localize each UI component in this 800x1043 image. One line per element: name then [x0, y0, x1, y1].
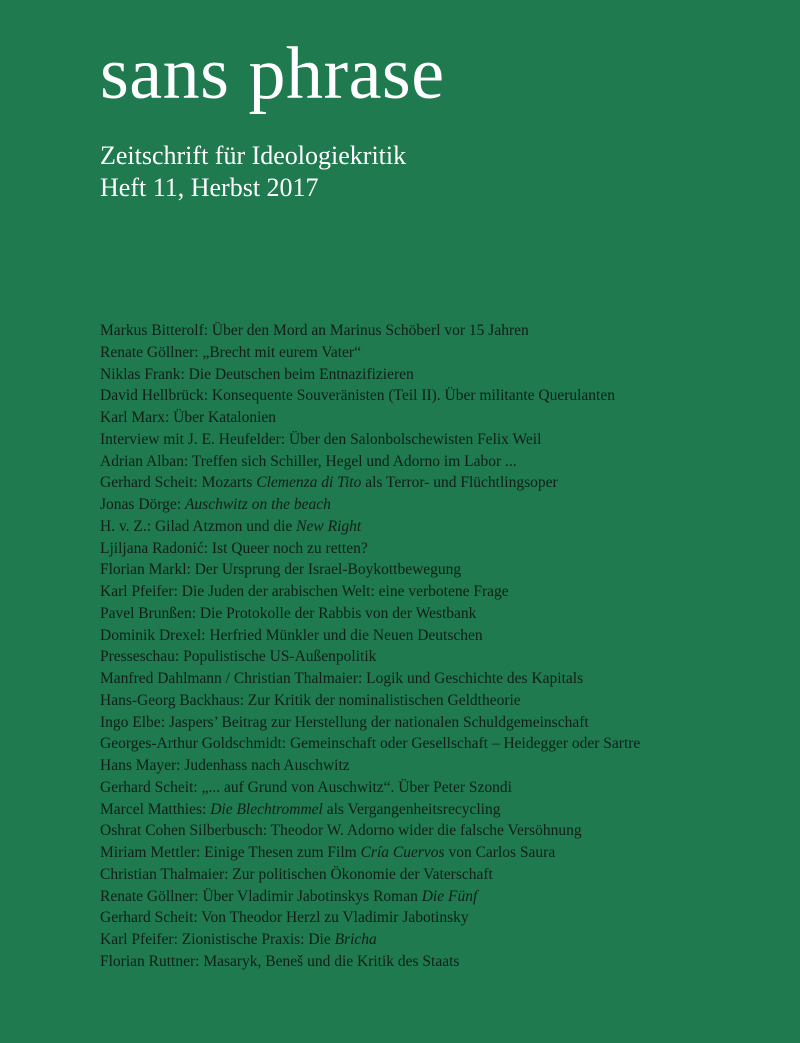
toc-entry: [100, 864, 790, 886]
toc-entry-italic-title: New Right: [296, 517, 362, 535]
toc-entry-text: Florian Ruttner: Masaryk, Beneš und die Kritik des Staats: [100, 952, 460, 970]
toc-entry: [100, 407, 790, 429]
toc-entry: [100, 712, 790, 734]
toc-entry-text: Miriam Mettler: Einige Thesen zum Film: [100, 844, 361, 861]
toc-entry-text: Oshrat Cohen Silberbusch: Theodor W. Adorno wider die falsche Versöhnung: [100, 822, 582, 840]
toc-entry: [100, 886, 790, 908]
toc-entry-text: Pavel Brunßen: Die Protokolle der Rabbis von der Westbank: [100, 604, 477, 622]
toc-entry-text: Presseschau: Populistische US-Außenpolitik: [100, 648, 377, 666]
toc-entry-italic-title: Die Blechtrommel: [210, 800, 323, 818]
toc-entry: [100, 472, 790, 494]
toc-entry-text: Ljiljana Radonić: Ist Queer noch zu retten?: [100, 539, 368, 557]
toc-entry: [100, 733, 790, 755]
toc-entry-text-end: von Carlos Saura: [444, 844, 556, 861]
toc-entry: [100, 429, 790, 451]
toc-entry-italic-title: Clemenza di Tito: [256, 474, 362, 492]
toc-entry: [100, 516, 790, 538]
toc-entry: [100, 951, 790, 973]
toc-entry-text: David Hellbrück: Konsequente Souveränisten (Teil II). Über militante Querulanten: [100, 387, 615, 405]
toc-entry-text: Gerhard Scheit: „... auf Grund von Auschwitz“. Über Peter Szondi: [100, 778, 512, 796]
toc-entry-text: Karl Pfeifer: Zionistische Praxis: Die: [100, 931, 335, 948]
journal-subtitle: Zeitschrift für Ideologiekritik: [100, 141, 407, 170]
toc-entry: [100, 451, 790, 473]
toc-entry: [100, 603, 790, 625]
toc-entry-italic-title: Auschwitz on the beach: [184, 496, 331, 513]
toc-entry-text: Renate Göllner: Über Vladimir Jabotinskys Roman: [100, 887, 422, 905]
toc-entry-text: Markus Bitterolf: Über den Mord an Marinus Schöberl vor 15 Jahren: [100, 322, 529, 339]
toc-entry-text: Jonas Dörge:: [100, 496, 185, 513]
toc-entry-text: Adrian Alban: Treffen sich Schiller, Hegel und Adorno im Labor ...: [100, 452, 517, 470]
toc-entry: [100, 907, 790, 929]
toc-entry: [100, 538, 790, 560]
toc-entry-text: Karl Pfeifer: Die Juden der arabischen Welt: eine verbotene Frage: [100, 583, 509, 600]
toc-entry: [100, 494, 790, 516]
toc-entry-text: Ingo Elbe: Jaspers’ Beitrag zur Herstellung der nationalen Schuldgemeinschaft: [100, 713, 589, 731]
toc-entry: [100, 625, 790, 647]
toc-entry: [100, 559, 790, 581]
toc-entry-text: Interview mit J. E. Heufelder: Über den Salonbolschewisten Felix Weil: [100, 430, 542, 448]
toc-entry-text: Hans-Georg Backhaus: Zur Kritik der nominalistischen Geldtheorie: [100, 691, 521, 709]
issue-label: Heft 11, Herbst 2017: [100, 173, 319, 202]
toc-entry-text: H. v. Z.: Gilad Atzmon und die: [100, 517, 297, 535]
toc-entry-text: Manfred Dahlmann / Christian Thalmaier: Logik und Geschichte des Kapitals: [100, 670, 584, 687]
toc-entry: [100, 668, 790, 690]
toc-entry-text: Gerhard Scheit: Mozarts: [100, 474, 257, 492]
toc-entry-text: Dominik Drexel: Herfried Münkler und die Neuen Deutschen: [100, 626, 483, 644]
toc-entry: [100, 820, 790, 842]
toc-entry-text: Gerhard Scheit: Von Theodor Herzl zu Vladimir Jabotinsky: [100, 909, 469, 927]
toc-entry: [100, 342, 790, 364]
toc-entry-text: Karl Marx: Über Katalonien: [100, 409, 277, 426]
toc-entry: [100, 777, 790, 799]
toc-entry: [100, 690, 790, 712]
toc-entry-text-end: als Terror- und Flüchtlingsoper: [361, 474, 558, 492]
toc-entry: [100, 799, 790, 821]
toc-entry: [100, 929, 790, 951]
toc-entry-text: Niklas Frank: Die Deutschen beim Entnazifizieren: [100, 365, 414, 383]
toc-entry-text: Renate Göllner: „Brecht mit eurem Vater“: [100, 343, 361, 361]
toc-entry-text: Marcel Matthies:: [100, 800, 211, 818]
table-of-contents: [100, 320, 790, 973]
toc-entry-italic-title: Die Fünf: [421, 887, 478, 905]
toc-entry-text-end: als Vergangenheitsrecycling: [322, 800, 501, 818]
toc-entry-italic-title: Cría Cuervos: [360, 844, 445, 861]
toc-entry: [100, 364, 790, 386]
toc-entry-text: Georges-Arthur Goldschmidt: Gemeinschaft oder Gesellschaft – Heidegger oder Sartre: [100, 735, 641, 753]
toc-entry: [100, 646, 790, 668]
toc-entry: [100, 842, 790, 864]
toc-entry-text: Hans Mayer: Judenhass nach Auschwitz: [100, 757, 350, 774]
toc-entry-text: Christian Thalmaier: Zur politischen Ökonomie der Vaterschaft: [100, 865, 493, 883]
journal-title: sans phrase: [100, 33, 445, 115]
toc-entry: [100, 755, 790, 777]
toc-entry-italic-title: Bricha: [334, 931, 377, 948]
toc-entry: [100, 385, 790, 407]
toc-entry-text: Florian Markl: Der Ursprung der Israel-Boykottbewegung: [100, 561, 462, 579]
toc-entry: [100, 320, 790, 342]
toc-entry: [100, 581, 790, 603]
